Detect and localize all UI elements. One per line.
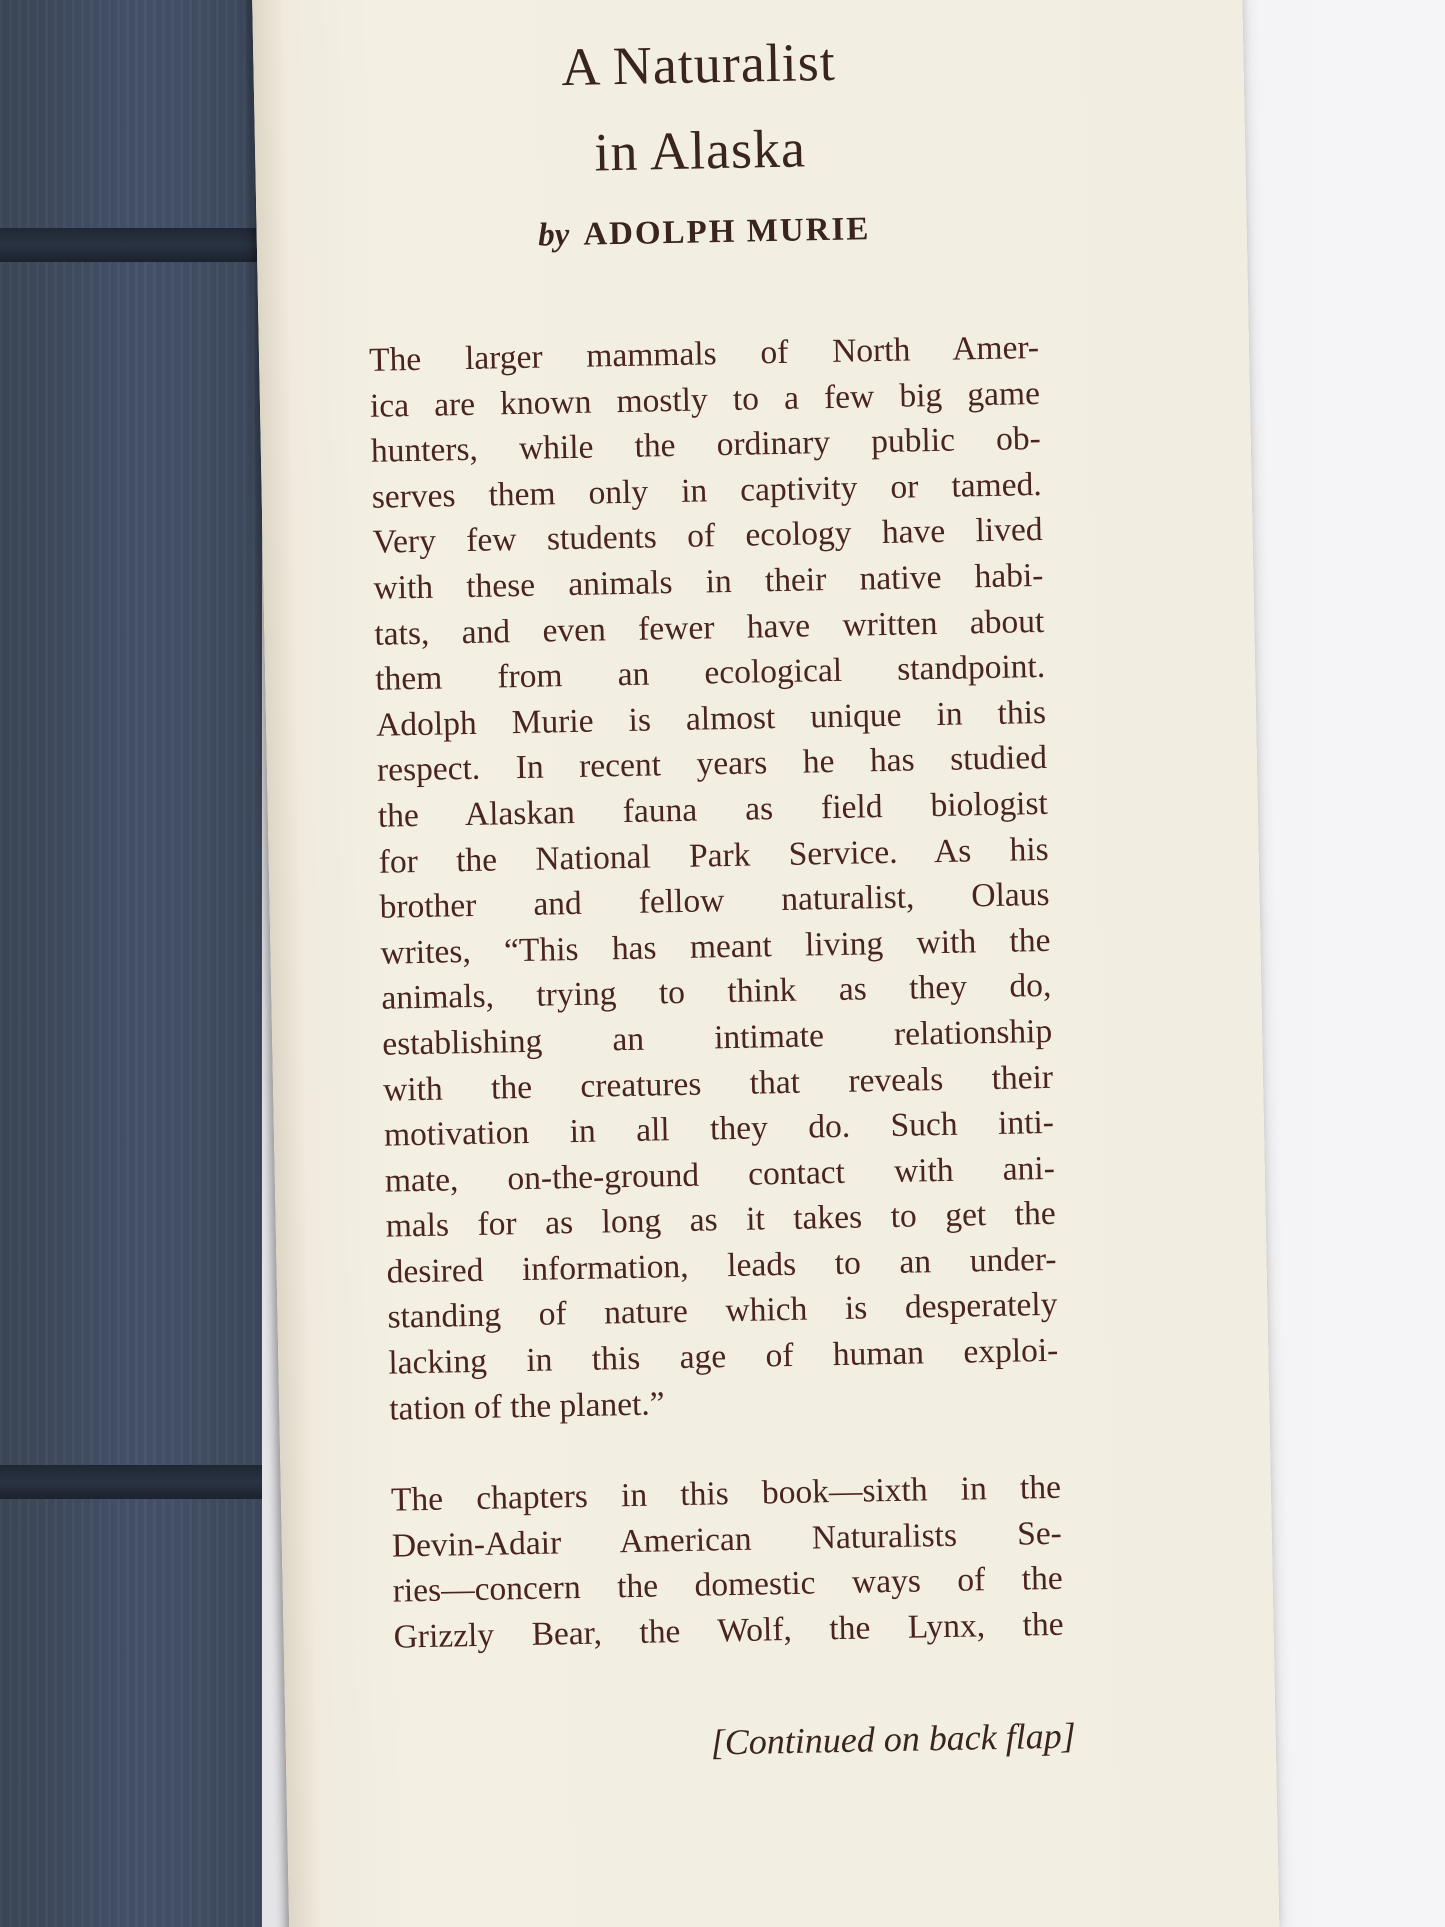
wood-surface (0, 0, 262, 1927)
text-line: motivation in all they do. Such inti- (383, 1103, 1055, 1154)
blurb-paragraph-2 (391, 1465, 1064, 1660)
wood-plank-gap (0, 228, 262, 262)
title-line: in Alaska (593, 118, 807, 183)
text-line: them from an ecological standpoint. (374, 648, 1046, 698)
text-line: hunters, while the ordinary public ob- (370, 420, 1042, 470)
text-line: Devin-Adair American Naturalists Se- (391, 1514, 1063, 1565)
text-line: with the creatures that reveals their (382, 1058, 1054, 1109)
text-line: tats, and even fewer have written about (374, 602, 1045, 653)
blurb-paragraph-1 (369, 325, 1060, 1432)
text-line: the Alaskan fauna as field biologist (377, 784, 1049, 835)
text-line: lacking in this age of human exploi- (388, 1331, 1059, 1382)
text-line: respect. In recent years he has studied (376, 739, 1048, 790)
text-line: with these animals in their native habi- (373, 556, 1044, 607)
text-line: Very few students of ecology have lived (372, 511, 1043, 562)
continued-note: [Continued on back flap] (710, 1715, 1077, 1763)
text-line: mate, on-the-ground contact with ani- (384, 1149, 1056, 1200)
author-line (256, 206, 1152, 260)
text-line: tation of the planet.” (388, 1384, 665, 1428)
book-jacket-flap (252, 0, 1279, 1927)
wood-plank-gap (0, 1465, 262, 1499)
author-prefix: by (537, 216, 570, 254)
text-line: ries—concern the domestic ways of the (392, 1559, 1063, 1610)
book-title (253, 13, 1146, 202)
text-line: establishing an intimate relationship (381, 1012, 1053, 1063)
text-line: The larger mammals of North Amer- (368, 328, 1040, 379)
text-line: brother and fellow naturalist, Olaus (379, 875, 1050, 926)
text-line: standing of nature which is desperately (387, 1286, 1058, 1337)
text-line: Grizzly Bear, the Wolf, the Lynx, the (393, 1605, 1064, 1656)
text-line: for the National Park Service. As his (378, 830, 1049, 881)
text-line: ica are known mostly to a few big game (369, 374, 1041, 425)
title-line: A Naturalist (560, 31, 837, 98)
text-line: writes, “This has meant living with the (380, 921, 1051, 972)
text-line: animals, trying to think as they do, (381, 967, 1052, 1018)
text-line: desired information, leads to an under- (386, 1240, 1057, 1291)
text-line: The chapters in this book—sixth in the (390, 1468, 1062, 1519)
text-line: mals for as long as it takes to get the (385, 1195, 1056, 1245)
author-name: ADOLPH MURIE (582, 211, 871, 253)
text-line: serves them only in captivity or tamed. (371, 465, 1042, 516)
text-line: Adolph Murie is almost unique in this (375, 693, 1047, 744)
